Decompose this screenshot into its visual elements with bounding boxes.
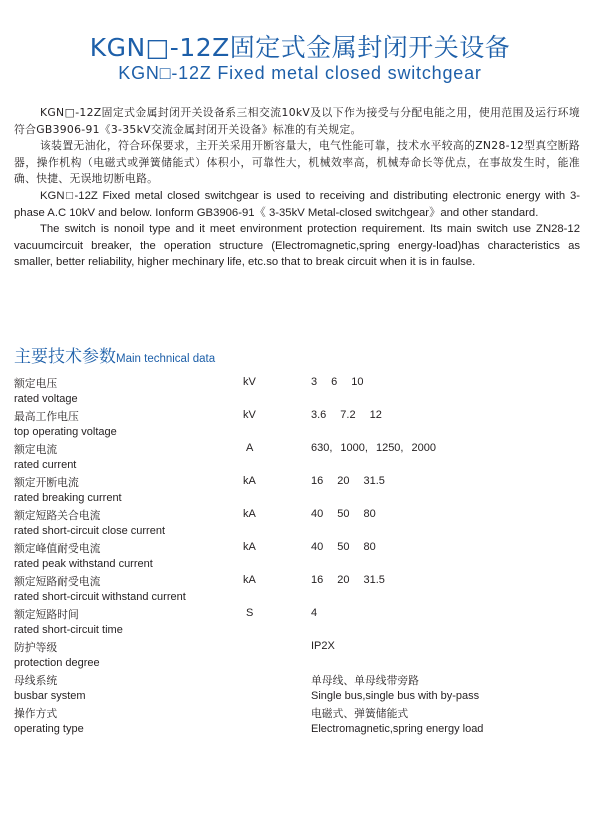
spec-value: 3.6	[311, 409, 327, 421]
spec-value: 31.5	[363, 475, 385, 487]
spec-row	[14, 574, 584, 607]
spec-row	[14, 607, 584, 640]
spec-label-cn: 额定电压	[14, 377, 58, 390]
page-title-en: KGN□-12Z Fixed metal closed switchgear	[118, 63, 482, 83]
spec-unit: S	[246, 607, 254, 619]
spec-label-en: top operating voltage	[14, 426, 117, 438]
spec-unit: kA	[243, 475, 256, 487]
spec-label-cn: 额定短路时间	[14, 608, 79, 621]
spec-value: 7.2	[340, 409, 356, 421]
spec-value: 20	[337, 475, 350, 487]
spec-label-cn: 额定短路耐受电流	[14, 575, 101, 588]
spec-label-en: rated voltage	[14, 393, 78, 405]
spec-row	[14, 442, 584, 475]
intro-paragraph-cn-1: KGN□-12Z固定式金属封闭开关设备系三相交流10kV及以下作为接受与分配电能之用，使用范围及运行环境符合GB3906-91《3-35kV交流金属封闭开关设备》标准的有关规定。	[14, 106, 580, 136]
spec-values	[311, 541, 390, 553]
spec-label-en: rated current	[14, 459, 77, 471]
spec-value: 6	[331, 376, 338, 388]
intro-paragraph-en-2: The switch is nonoil type and it meet environment protection requirement. Its main switch use ZN28-12 vacuumcircuit breaker, the operation structure (Electromagnetic,spring energy-load)has characteristics as smaller, better reliability, higher mechinary life, etc.so that to break circuit when it is in faulse.	[14, 223, 580, 269]
spec-values	[311, 508, 390, 520]
spec-row	[14, 640, 584, 673]
spec-row	[14, 508, 584, 541]
spec-value-cn: 电磁式、弹簧储能式	[311, 707, 409, 720]
spec-value: 1000,	[340, 442, 368, 454]
spec-unit: kV	[243, 376, 256, 388]
spec-value: 16	[311, 574, 324, 586]
spec-value: 1250,	[375, 442, 404, 454]
spec-value: 10	[351, 376, 364, 388]
spec-value-en: Single bus,single bus with by-pass	[311, 690, 480, 702]
spec-label-cn: 额定开断电流	[14, 476, 79, 489]
spec-values	[311, 475, 399, 487]
spec-label-en: rated short-circuit time	[14, 624, 123, 636]
intro-text	[14, 105, 580, 271]
spec-values	[311, 607, 331, 619]
spec-value-en: Electromagnetic,spring energy load	[311, 723, 484, 735]
spec-label-en: operating type	[14, 723, 84, 735]
spec-value: 3	[311, 376, 318, 388]
spec-value: 40	[311, 508, 324, 520]
spec-values	[311, 574, 399, 586]
spec-label-en: rated peak withstand current	[14, 558, 153, 570]
spec-row	[14, 541, 584, 574]
spec-label-cn: 母线系统	[14, 674, 58, 687]
spec-row	[14, 673, 584, 706]
spec-value: 630,	[311, 442, 333, 454]
spec-value: IP2X	[311, 640, 335, 652]
spec-value: 12	[369, 409, 382, 421]
spec-label-en: busbar system	[14, 690, 86, 702]
spec-label-en: rated short-circuit close current	[14, 525, 165, 537]
spec-unit: kA	[243, 574, 256, 586]
spec-value: 50	[337, 541, 350, 553]
spec-values	[311, 442, 444, 454]
section-title-en: Main technical data	[116, 353, 216, 365]
spec-value: 20	[337, 574, 350, 586]
spec-value: 80	[363, 541, 376, 553]
spec-label-en: rated breaking current	[14, 492, 122, 504]
spec-label-en: protection degree	[14, 657, 100, 669]
spec-label-cn: 最高工作电压	[14, 410, 79, 423]
spec-value: 4	[311, 607, 318, 619]
spec-row	[14, 376, 584, 409]
intro-paragraph-cn-2: 该装置无油化，符合环保要求，主开关采用开断容量大，电气性能可靠，技术水平较高的ZN28-12型真空断路器，操作机构（电磁式或弹簧储能式）体积小，可靠性大，机械效率高，机械寿命长等优点，在事故发生时，能准确、快捷、无误地切断电路。	[14, 139, 580, 186]
spec-value: 50	[337, 508, 350, 520]
spec-unit: kA	[243, 541, 256, 553]
spec-row	[14, 475, 584, 508]
spec-value: 31.5	[363, 574, 385, 586]
spec-value: 80	[363, 508, 376, 520]
spec-unit: kA	[243, 508, 256, 520]
spec-unit: kV	[243, 409, 256, 421]
spec-row	[14, 409, 584, 442]
spec-label-cn: 防护等级	[14, 641, 58, 654]
spec-label-cn: 操作方式	[14, 707, 58, 720]
page-title-cn: KGN□-12Z固定式金属封闭开关设备	[89, 33, 511, 62]
spec-value: 40	[311, 541, 324, 553]
section-title	[14, 342, 215, 367]
spec-list	[14, 376, 584, 739]
spec-value: 2000	[411, 442, 436, 454]
spec-value: 16	[311, 475, 324, 487]
spec-row	[14, 706, 584, 739]
spec-value-cn: 单母线、单母线带旁路	[311, 674, 419, 687]
spec-label-cn: 额定短路关合电流	[14, 509, 101, 522]
spec-label-cn: 额定电流	[14, 443, 58, 456]
intro-paragraph-en-1: KGN□-12Z Fixed metal closed switchgear is used to receiving and distributing electronic energy with 3-phase A.C 10kV and below. Ionform GB3906-91《 3-35kV Metal-closed switchgear》and other standard.	[14, 189, 580, 219]
spec-values	[311, 376, 378, 388]
spec-values	[311, 409, 396, 421]
spec-label-cn: 额定峰值耐受电流	[14, 542, 101, 555]
spec-unit: A	[246, 442, 254, 454]
section-title-cn: 主要技术参数	[14, 347, 116, 367]
spec-label-en: rated short-circuit withstand current	[14, 591, 186, 603]
